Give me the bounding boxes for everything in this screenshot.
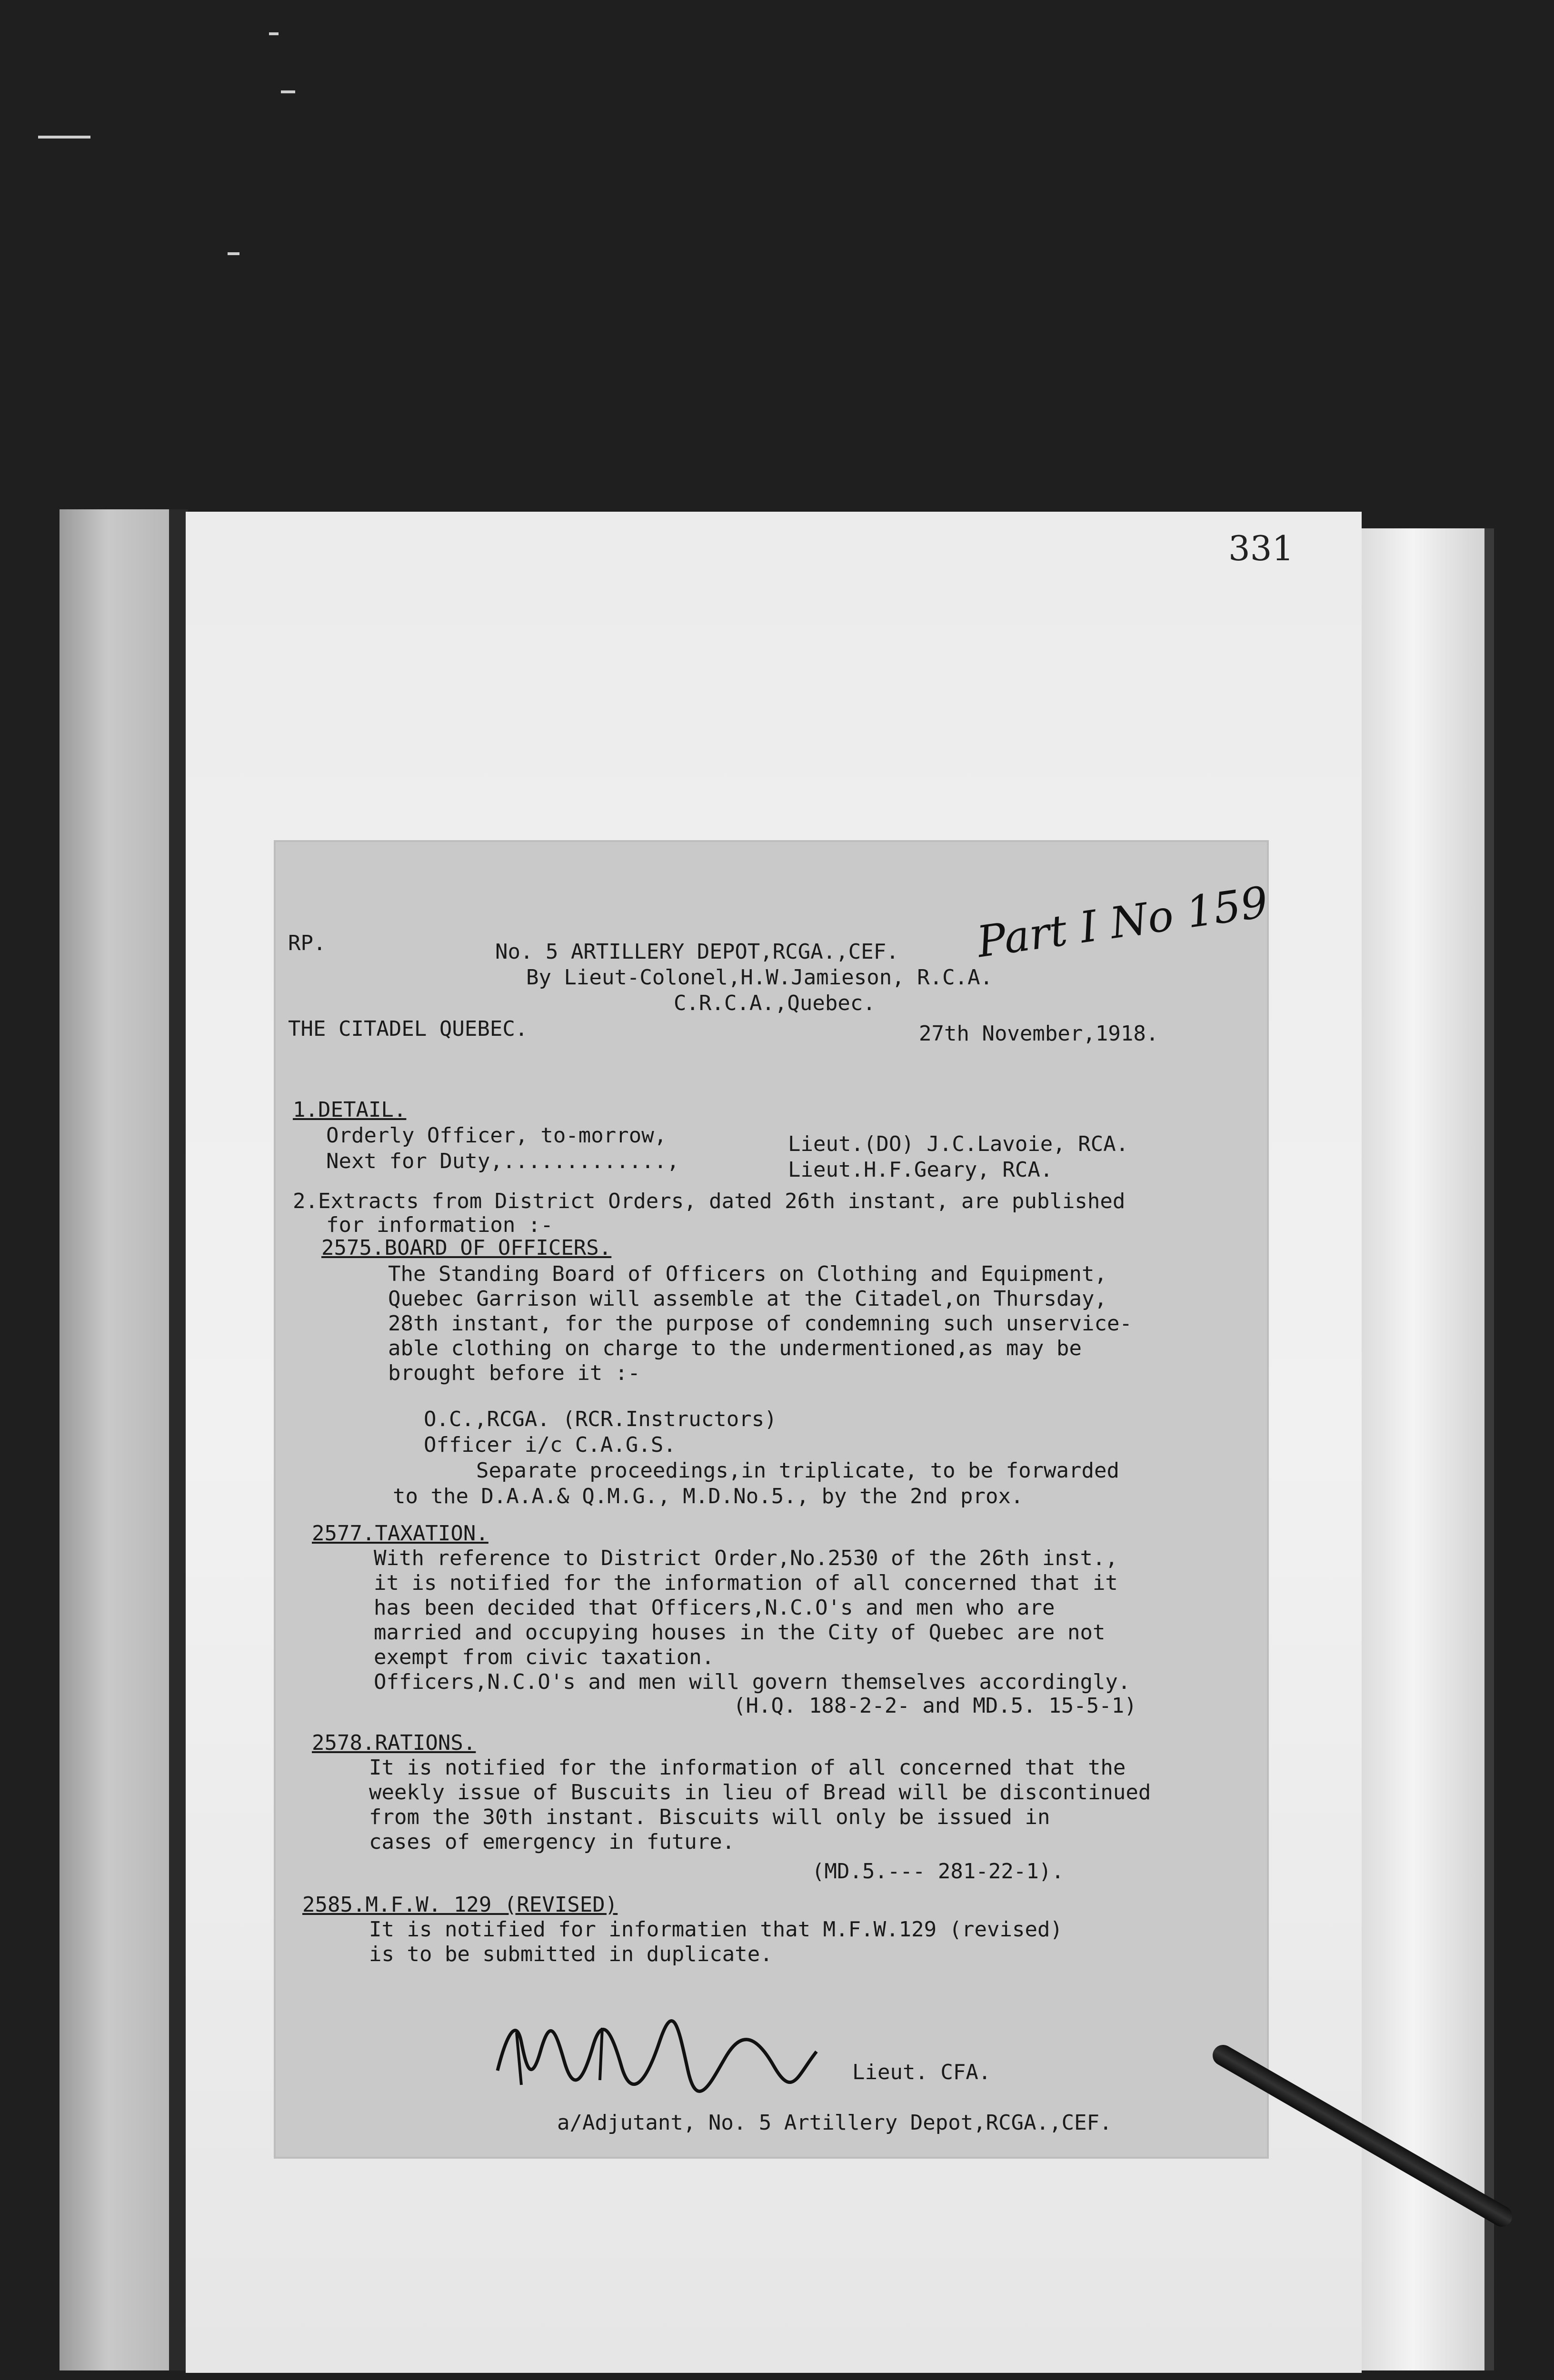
doc-line: exempt from civic taxation. — [374, 1645, 715, 1669]
doc-line: 2575.BOARD OF OFFICERS. — [321, 1236, 612, 1260]
doc-line: No. 5 ARTILLERY DEPOT,RCGA.,CEF. — [495, 940, 899, 964]
doc-line: By Lieut-Colonel,H.W.Jamieson, R.C.A. — [526, 965, 993, 990]
doc-line: O.C.,RCGA. (RCR.Instructors) — [424, 1407, 777, 1431]
doc-line: 27th November,1918. — [919, 1021, 1159, 1046]
doc-line: it is notified for the information of all concerned that it — [374, 1571, 1118, 1595]
doc-line: able clothing on charge to the undermentioned,as may be — [388, 1336, 1082, 1360]
doc-line: (H.Q. 188-2-2- and MD.5. 15-5-1) — [733, 1694, 1137, 1718]
doc-line: 1.DETAIL. — [293, 1098, 407, 1122]
typed-order-document — [274, 840, 1269, 2159]
doc-line: With reference to District Order,No.2530 of the 26th inst., — [374, 1546, 1118, 1570]
doc-line: to the D.A.A.& Q.M.G., M.D.No.5., by the 2nd prox. — [393, 1484, 1024, 1508]
adjacent-page-strip-right — [1362, 528, 1490, 2370]
doc-line: is to be submitted in duplicate. — [369, 1942, 773, 1966]
doc-line: Lieut.(DO) J.C.Lavoie, RCA. — [788, 1132, 1129, 1156]
doc-line: It is notified for informatien that M.F.W.129 (revised) — [369, 1917, 1063, 1942]
doc-line: weekly issue of Buscuits in lieu of Bread will be discontinued — [369, 1780, 1151, 1805]
doc-line: 2585.M.F.W. 129 (REVISED) — [302, 1893, 618, 1917]
signature-block: a/Adjutant, No. 5 Artillery Depot,RCGA.,CEF. — [557, 2111, 1112, 2135]
page-number: 331 — [1228, 528, 1294, 568]
doc-line: Orderly Officer, to-morrow, — [326, 1123, 667, 1148]
doc-line: Officers,N.C.O's and men will govern themselves accordingly. — [374, 1670, 1131, 1694]
doc-line: brought before it :- — [388, 1361, 640, 1385]
doc-line: THE CITADEL QUEBEC. — [288, 1017, 528, 1041]
adjacent-page-strip-left — [60, 509, 181, 2370]
film-scratch — [38, 136, 90, 139]
doc-line: Officer i/c C.A.G.S. — [424, 1433, 676, 1457]
film-scratch — [281, 90, 295, 93]
page-edge — [1484, 528, 1494, 2370]
doc-line: married and occupying houses in the City of Quebec are not — [374, 1620, 1106, 1645]
film-scratch — [269, 32, 279, 35]
doc-line: Separate proceedings,in triplicate, to be forwarded — [476, 1458, 1120, 1483]
signature-title: Lieut. CFA. — [852, 2060, 991, 2084]
doc-line: C.R.C.A.,Quebec. — [674, 991, 876, 1015]
doc-line: 28th instant, for the purpose of condemning such unservice- — [388, 1311, 1132, 1336]
doc-line: It is notified for the information of all concerned that the — [369, 1755, 1126, 1780]
doc-line: cases of emergency in future. — [369, 1830, 735, 1854]
handwritten-signature — [488, 2013, 821, 2094]
film-scratch — [228, 252, 239, 255]
doc-line: Quebec Garrison will assemble at the Citadel,on Thursday, — [388, 1287, 1107, 1311]
doc-line: from the 30th instant. Biscuits will only be issued in — [369, 1805, 1050, 1829]
doc-line: 2577.TAXATION. — [312, 1521, 488, 1546]
doc-line: The Standing Board of Officers on Clothing and Equipment, — [388, 1262, 1107, 1286]
doc-line: for information :- — [326, 1213, 553, 1237]
page-gutter — [169, 509, 188, 2370]
doc-line: 2578.RATIONS. — [312, 1731, 476, 1755]
doc-line: RP. — [288, 931, 326, 955]
doc-line: 2.Extracts from District Orders, dated 26th instant, are published — [293, 1189, 1126, 1213]
doc-line: (MD.5.--- 281-22-1). — [812, 1859, 1064, 1884]
doc-line: Next for Duty,............., — [326, 1149, 679, 1173]
doc-line: has been decided that Officers,N.C.O's and men who are — [374, 1596, 1055, 1620]
doc-line: Lieut.H.F.Geary, RCA. — [788, 1158, 1053, 1182]
handwritten-part-annotation: Part I No 159 — [974, 877, 1271, 968]
